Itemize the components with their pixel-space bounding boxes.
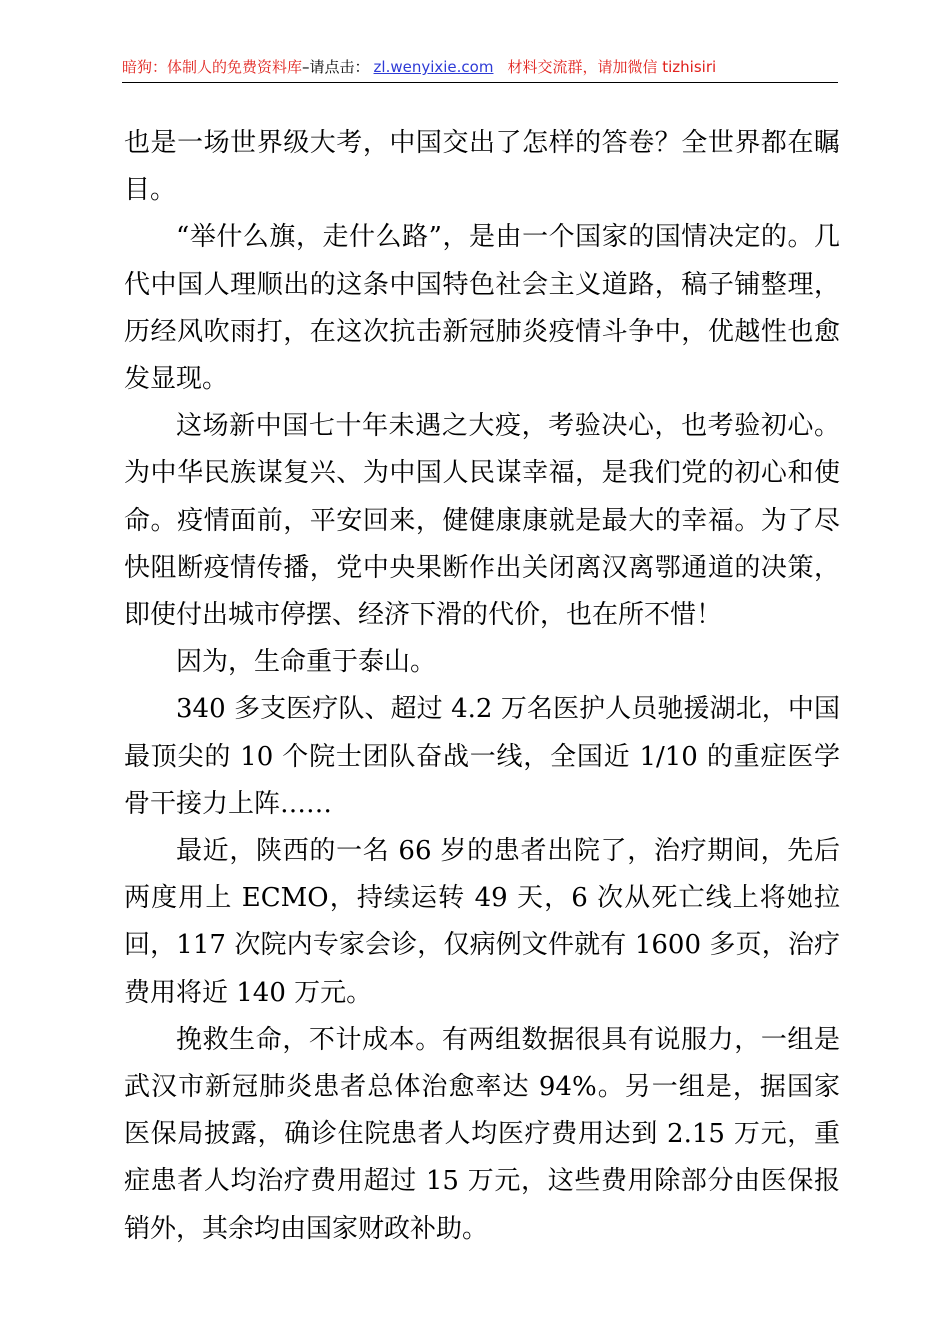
paragraph-6: 最近，陕西的一名 66 岁的患者出院了，治疗期间，先后两度用上 ECMO，持续运转 49 天，6 次从死亡线上将她拉回，117 次院内专家会诊，仅病例文件就有 1600 多页，治疗费用将近 140 万元。 [124, 836, 840, 1008]
paragraph-7: 挽救生命，不计成本。有两组数据很具有说服力，一组是武汉市新冠肺炎患者总体治愈率达 94%。另一组是，据国家医保局披露，确诊住院患者人均医疗费用达到 2.15 万元，重症患者人均治疗费用超过 15 万元，这些费用除部分由医保报销外，其余均由国家财政补助。 [124, 1024, 840, 1244]
paragraph-1: 也是一场世界级大考，中国交出了怎样的答卷？全世界都在瞩目。 [124, 128, 840, 206]
paragraph-2: “举什么旗，走什么路”，是由一个国家的国情决定的。几代中国人理顺出的这条中国特色社会主义道路，稿子铺整理，历经风吹雨打，在这次抗击新冠肺炎疫情斗争中，优越性也愈发显现。 [124, 222, 840, 395]
header-click-prompt: –请点击： [302, 58, 370, 76]
paragraph-3: 这场新中国七十年未遇之大疫，考验决心，也考验初心。为中华民族谋复兴、为中国人民谋幸福，是我们党的初心和使命。疫情面前，平安回来，健健康康就是最大的幸福。为了尽快阻断疫情传播，党中央果断作出关闭离汉离鄂通道的决策，即使付出城市停摆、经济下滑的代价，也在所不惜！ [124, 411, 840, 631]
paragraph-4: 因为，生命重于泰山。 [176, 647, 437, 678]
header-site-name: 暗狗：体制人的免费资料库 [122, 58, 303, 76]
header-url-link[interactable]: zl.wenyixie.com [373, 58, 494, 76]
header-wechat-note: 材料交流群，请加微信 tizhisiri [507, 58, 717, 76]
document-body [124, 120, 840, 1253]
page-header [122, 52, 838, 83]
paragraph-5: 340 多支医疗队、超过 4.2 万名医护人员驰援湖北，中国最顶尖的 10 个院士团队奋战一线，全国近 1/10 的重症医学骨干接力上阵…… [124, 694, 840, 819]
